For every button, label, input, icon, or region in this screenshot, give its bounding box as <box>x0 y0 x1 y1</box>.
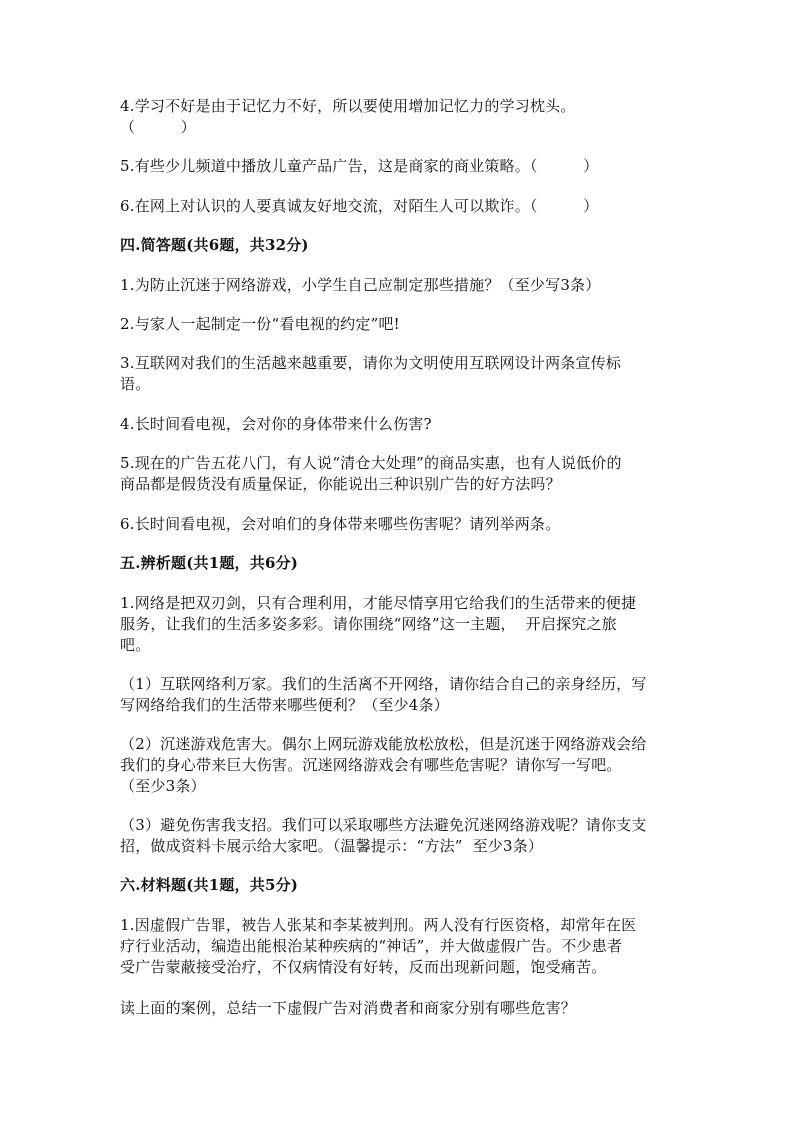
short-answer-6: 6.长时间看电视，会对咱们的身体带来哪些伤害呢？请列举两条。 <box>120 515 561 533</box>
material-1-line-1: 1.因虚假广告罪，被告人张某和李某被判刑。两人没有行医资格，却常年在医 <box>120 916 637 934</box>
analysis-1-part-2-line-2: 我们的身心带来巨大伤害。沉迷网络游戏会有哪些危害呢？请你写一写吧。 <box>120 756 622 774</box>
analysis-1-part-3-line-2: 招，做成资料卡展示给大家吧。（温馨提示：“方法” 至少3条） <box>120 837 544 855</box>
analysis-1-line-2: 服务，让我们的生活多姿多彩。请你围绕“网络”这一主题， 开启探究之旅 <box>120 615 617 633</box>
analysis-1-part-3-line-1: （3）避免伤害我支招。我们可以采取哪些方法避免沉迷网络游戏呢？请你支支 <box>120 816 647 834</box>
short-answer-5-line-2: 商品都是假货没有质量保证，你能说出三种识别广告的好方法吗？ <box>120 475 561 493</box>
question-4-text: 4.学习不好是由于记忆力不好，所以要使用增加记忆力的学习枕头。 <box>120 97 576 115</box>
material-1-question: 读上面的案例，总结一下虚假广告对消费者和商家分别有哪些危害？ <box>120 999 577 1017</box>
answer-blank-4: （ ） <box>120 118 197 136</box>
question-6-text: 6.在网上对认识的人要真诚友好地交流，对陌生人可以欺诈。（ ） <box>120 197 599 215</box>
analysis-1-part-2-line-1: （2）沉迷游戏危害大。偶尔上网玩游戏能放松放松，但是沉迷于网络游戏会给 <box>120 735 647 753</box>
short-answer-2: 2.与家人一起制定一份“看电视的约定”吧! <box>120 315 400 333</box>
analysis-1-part-1-line-1: （1）互联网络利万家。我们的生活离不开网络，请你结合自己的亲身经历，写 <box>120 675 647 693</box>
short-answer-3-line-2: 语。 <box>120 375 151 393</box>
short-answer-1: 1.为防止沉迷于网络游戏，小学生自己应制定那些措施？（至少写3条） <box>120 276 601 294</box>
material-1-line-3: 受广告蒙蔽接受治疗，不仅病情没有好转，反而出现新问题，饱受痛苦。 <box>120 958 607 976</box>
analysis-1-line-1: 1.网络是把双刃剑，只有合理利用，才能尽情享用它给我们的生活带来的便捷 <box>120 594 637 612</box>
analysis-1-part-2-line-3: （至少3条） <box>120 777 206 795</box>
question-5-text: 5.有些少儿频道中播放儿童产品广告，这是商家的商业策略。（ ） <box>120 157 599 175</box>
analysis-1-line-3: 吧。 <box>120 636 151 654</box>
material-1-line-2: 疗行业活动，编造出能根治某种疾病的“神话”，并大做虚假广告。不少患者 <box>120 937 623 955</box>
short-answer-3-line-1: 3.互联网对我们的生活越来越重要，请你为文明使用互联网设计两条宣传标 <box>120 354 622 372</box>
short-answer-4: 4.长时间看电视，会对你的身体带来什么伤害? <box>120 415 432 433</box>
section-5-heading: 五.辨析题(共1题，共6分) <box>120 554 299 572</box>
analysis-1-part-1-line-2: 写网络给我们的生活带来哪些便利？（至少4条） <box>120 696 449 714</box>
section-4-heading: 四.简答题(共6题，共32分) <box>120 236 309 254</box>
short-answer-5-line-1: 5.现在的广告五花八门，有人说“清仓大处理”的商品实惠，也有人说低价的 <box>120 454 622 472</box>
section-6-heading: 六.材料题(共1题，共5分) <box>120 876 299 894</box>
